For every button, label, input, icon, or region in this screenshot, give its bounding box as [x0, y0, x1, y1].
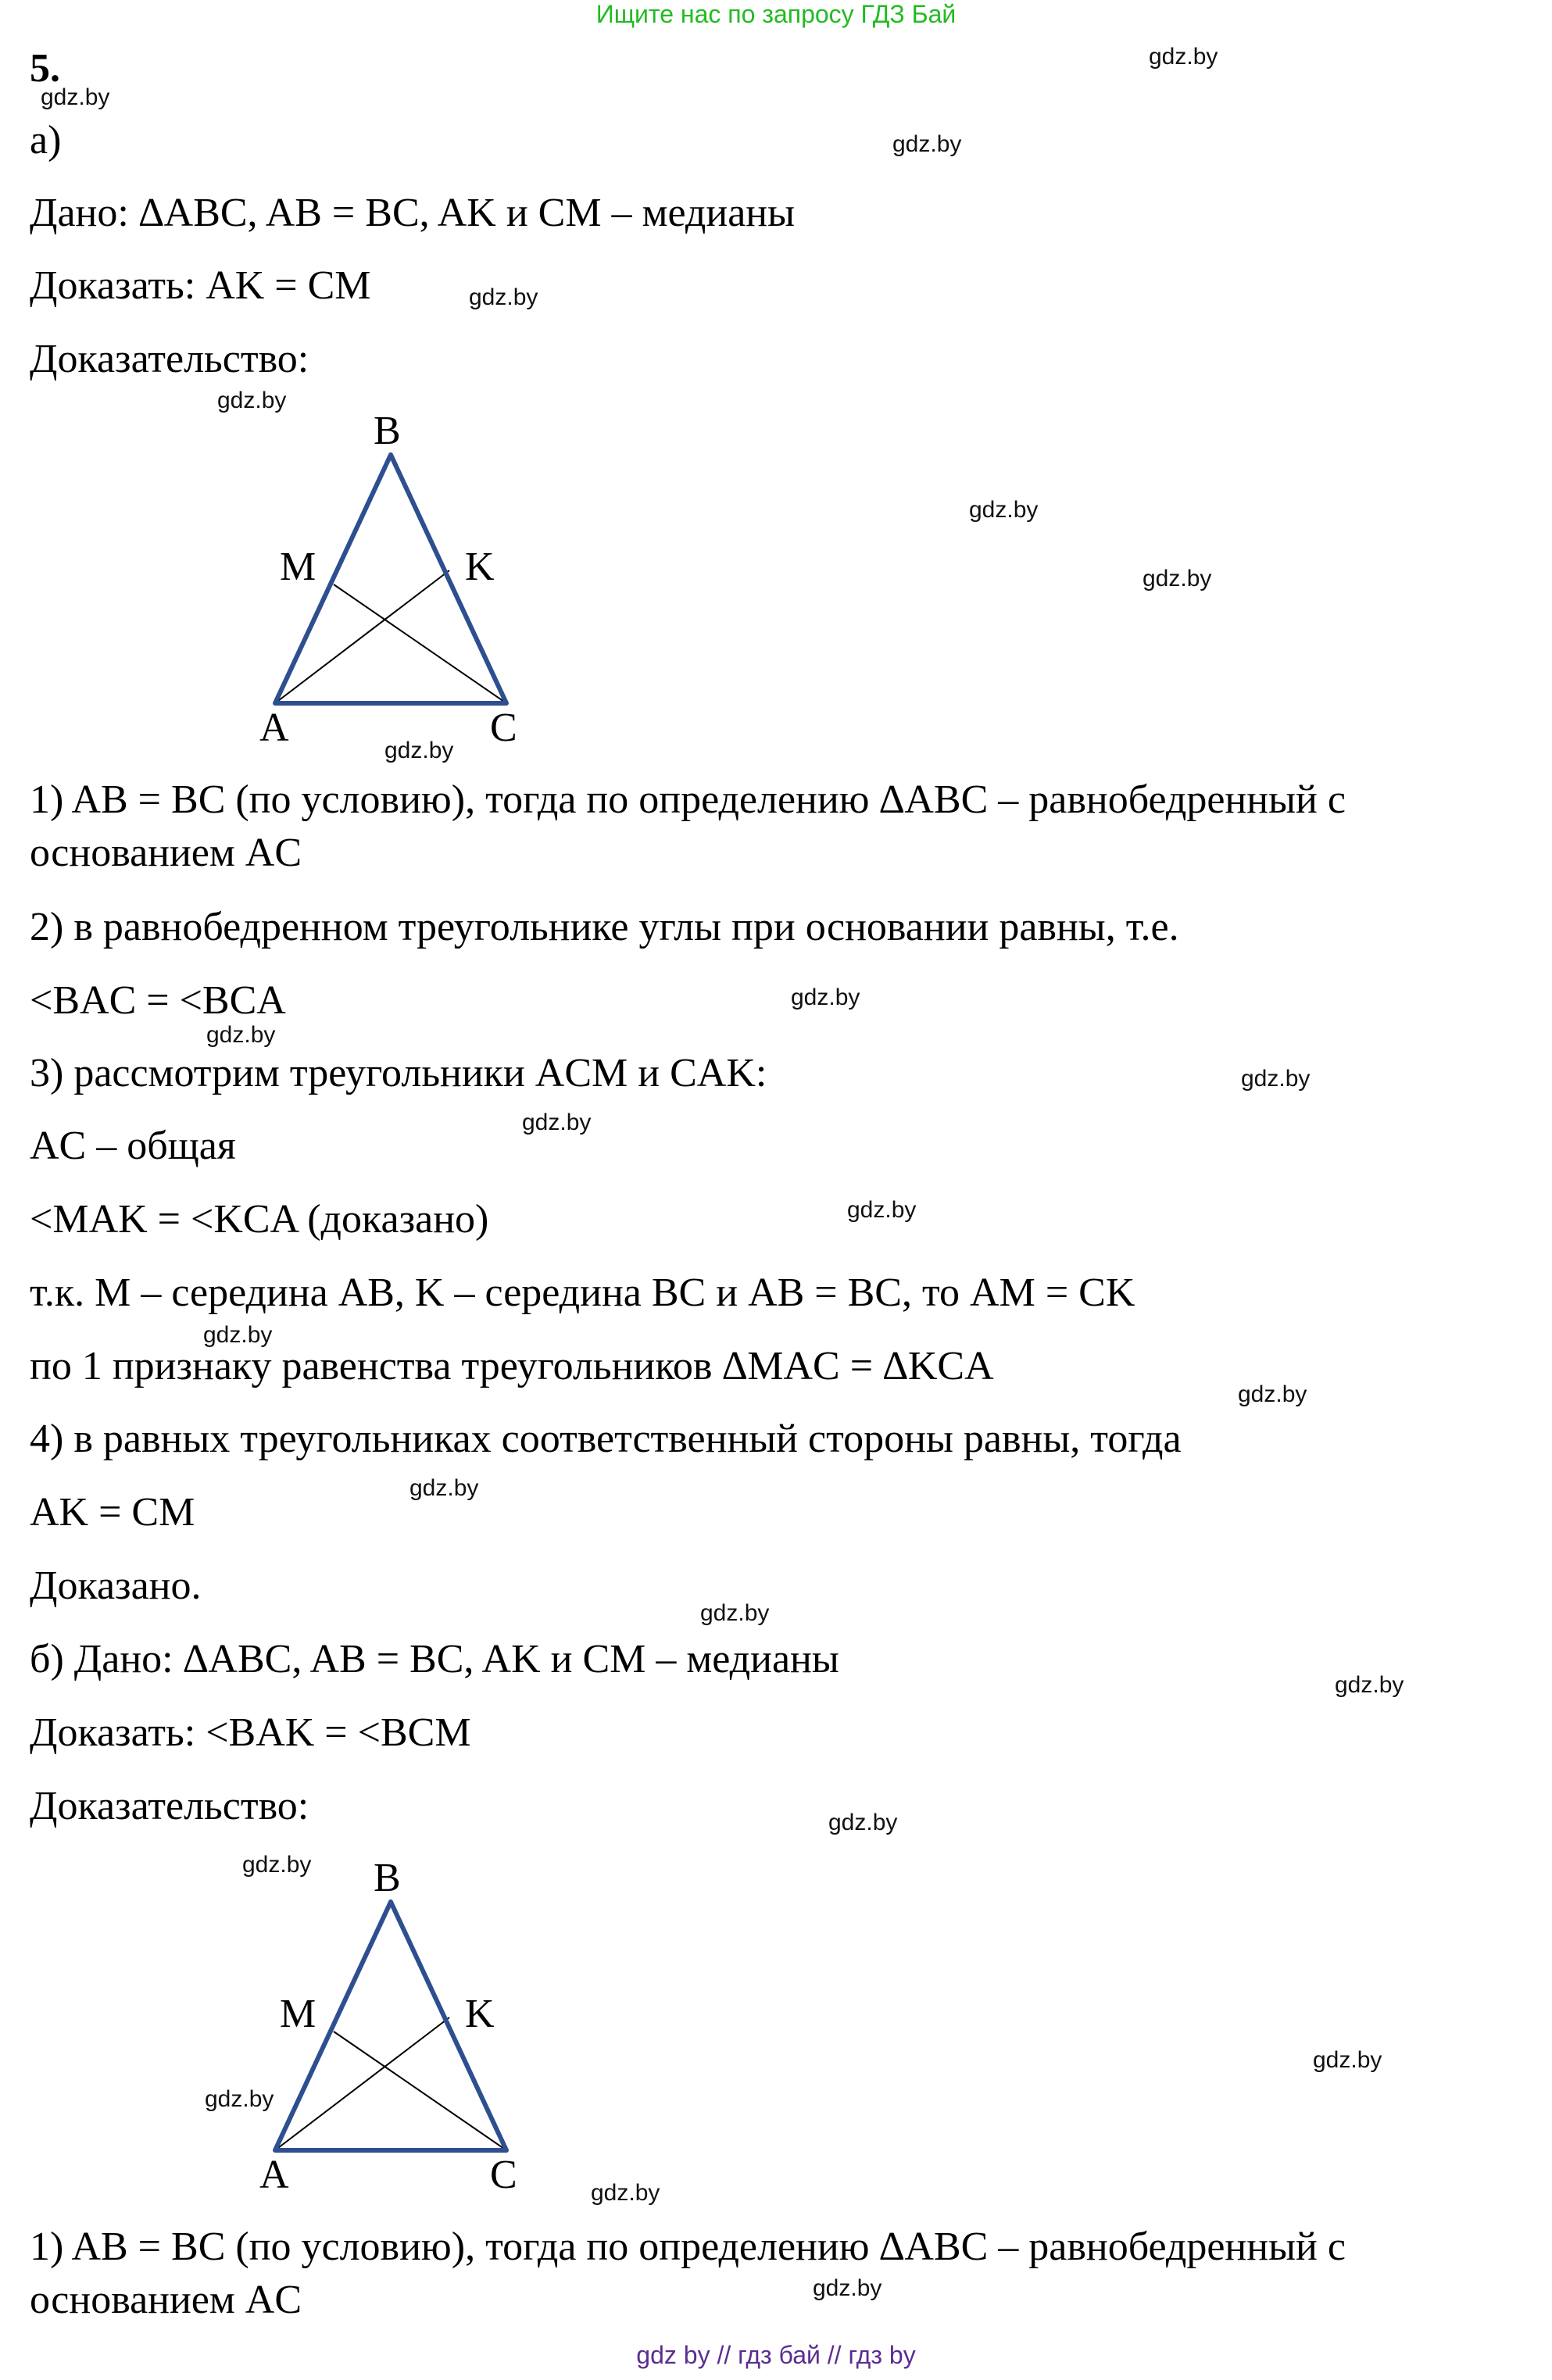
watermark: gdz.by — [700, 1600, 770, 1626]
part-b-given: б) Дано: ∆ABC, AB = BC, AK и CM – медианы — [30, 1637, 839, 1681]
watermark: gdz.by — [522, 1110, 592, 1135]
vertex-label-a: A — [259, 2153, 289, 2197]
part-a-line-4: <BAC = <BCA — [30, 978, 286, 1023]
watermark: gdz.by — [409, 1475, 479, 1501]
watermark: gdz.by — [828, 1810, 898, 1835]
watermark: gdz.by — [203, 1322, 273, 1348]
part-a-line-7: <MAK = <KCA (доказано) — [30, 1197, 489, 1242]
vertex-label-k: K — [465, 1992, 495, 2036]
triangle-diagram-b — [0, 1853, 625, 2197]
part-b-prove: Доказать: <BAK = <BCM — [30, 1710, 471, 1755]
watermark: gdz.by — [1335, 1672, 1404, 1698]
watermark: gdz.by — [969, 497, 1039, 523]
watermark: gdz.by — [1241, 1066, 1311, 1092]
part-a-line-11: AK = CM — [30, 1490, 195, 1535]
vertex-label-a: A — [259, 706, 289, 750]
watermark: gdz.by — [1238, 1381, 1307, 1407]
footer-site-links[interactable]: gdz by // гдз бай // гдз by — [636, 2341, 916, 2369]
part-a-line-6: AC – общая — [30, 1124, 236, 1168]
triangle-diagram-a — [0, 406, 625, 750]
watermark: gdz.by — [1313, 2047, 1382, 2073]
watermark: gdz.by — [217, 388, 287, 413]
task-number: 5. — [30, 46, 60, 91]
part-a-line-3: 2) в равнобедренном треугольнике углы при основании равны, т.е. — [30, 905, 1179, 949]
part-a-proof-heading: Доказательство: — [30, 337, 309, 381]
part-a-line-2: основанием AC — [30, 831, 302, 875]
vertex-label-b: B — [374, 1856, 401, 1900]
watermark: gdz.by — [41, 84, 110, 110]
vertex-label-k: K — [465, 545, 495, 589]
watermark: gdz.by — [1149, 44, 1218, 70]
part-a-label: а) — [30, 118, 62, 163]
part-a-line-9: по 1 признаку равенства треугольников ∆MAC = ∆KCA — [30, 1344, 994, 1388]
watermark: gdz.by — [242, 1852, 312, 1878]
part-a-prove: Доказать: AK = CM — [30, 263, 371, 308]
watermark: gdz.by — [205, 2086, 274, 2112]
part-a-line-8: т.к. M – середина AB, K – середина BC и AB = BC, то AM = CK — [30, 1270, 1135, 1315]
watermark: gdz.by — [892, 131, 962, 157]
watermark: gdz.by — [791, 985, 860, 1010]
watermark: gdz.by — [591, 2180, 660, 2206]
watermark: gdz.by — [847, 1197, 917, 1223]
vertex-label-m: M — [280, 1992, 316, 2036]
median-ck-a — [275, 570, 449, 703]
part-a-line-12: Доказано. — [30, 1563, 202, 1608]
part-b-proof-heading: Доказательство: — [30, 1784, 309, 1828]
vertex-label-c: C — [490, 2153, 517, 2197]
vertex-label-m: M — [280, 545, 316, 589]
part-a-line-10: 4) в равных треугольниках соответственный стороны равны, тогда — [30, 1417, 1182, 1461]
watermark: gdz.by — [813, 2275, 882, 2301]
part-a-line-5: 3) рассмотрим треугольники ACM и CAK: — [30, 1051, 767, 1095]
part-b-line-2: основанием AC — [30, 2278, 302, 2322]
watermark: gdz.by — [384, 738, 454, 763]
part-a-given: Дано: ∆ABC, AB = BC, AK и CM – медианы — [30, 191, 796, 235]
part-a-line-1: 1) AB = BC (по условию), тогда по определению ∆ABC – равнобедренный с — [30, 777, 1346, 822]
search-hint-link[interactable]: Ищите нас по запросу ГДЗ Бай — [595, 0, 957, 28]
vertex-label-c: C — [490, 706, 517, 750]
watermark: gdz.by — [206, 1022, 276, 1048]
part-b-line-1: 1) AB = BC (по условию), тогда по определению ∆ABC – равнобедренный с — [30, 2225, 1346, 2269]
vertex-label-b: B — [374, 409, 401, 453]
watermark: gdz.by — [469, 284, 538, 310]
watermark: gdz.by — [1143, 566, 1212, 591]
median-ck-a — [275, 2017, 449, 2150]
